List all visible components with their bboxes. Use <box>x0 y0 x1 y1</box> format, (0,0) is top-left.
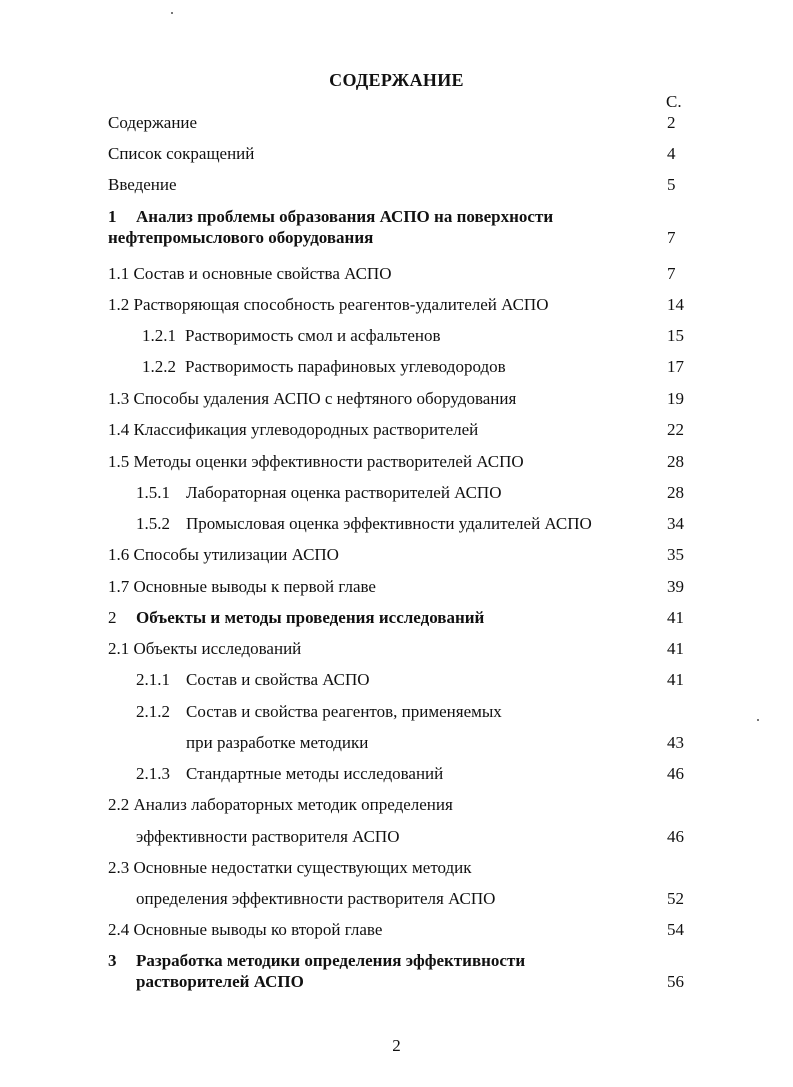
subentry-number: 2.1.2 <box>136 702 170 721</box>
toc-page-number: 56 <box>667 972 684 991</box>
toc-chapter <box>108 608 484 628</box>
toc-page-number: 7 <box>667 228 676 247</box>
toc-page-number: 54 <box>667 920 684 939</box>
toc-subentry <box>142 357 506 377</box>
chapter-title: Объекты и методы проведения исследований <box>136 608 485 627</box>
toc-page-number: 46 <box>667 827 684 846</box>
page-column-header: С. <box>666 92 682 111</box>
chapter-title-line2: нефтепромыслового оборудования <box>108 228 374 247</box>
subentry-number: 1.5.2 <box>136 514 170 533</box>
toc-page-number: 22 <box>667 420 684 439</box>
toc-entry: 2.4 Основные выводы ко второй главе <box>108 920 383 939</box>
toc-page-number: 19 <box>667 389 684 408</box>
toc-chapter <box>108 207 553 227</box>
chapter-number: 1 <box>108 207 117 226</box>
toc-page-number: 28 <box>667 452 684 471</box>
chapter-number: 3 <box>108 951 117 970</box>
subentry-number: 2.1.1 <box>136 670 170 689</box>
toc-chapter <box>108 951 525 971</box>
toc-subentry <box>136 670 370 690</box>
toc-page-number: 52 <box>667 889 684 908</box>
toc-page-number: 35 <box>667 545 684 564</box>
page-footer-number: 2 <box>392 1036 401 1055</box>
subentry-number: 1.5.1 <box>136 483 170 502</box>
subentry-title: Растворимость парафиновых углеводородов <box>185 357 506 376</box>
subentry-number: 2.1.3 <box>136 764 170 783</box>
toc-page-number: 28 <box>667 483 684 502</box>
toc-page-number: 4 <box>667 144 676 163</box>
toc-page-number: 17 <box>667 357 684 376</box>
subentry-title: Лабораторная оценка растворителей АСПО <box>186 483 502 502</box>
subentry-title-line2: при разработке методики <box>186 733 369 752</box>
toc-entry-line2: определения эффективности растворителя АСПО <box>136 889 496 908</box>
toc-entry: Список сокращений <box>108 144 255 163</box>
toc-entry-line2: эффективности растворителя АСПО <box>136 827 400 846</box>
page-title: СОДЕРЖАНИЕ <box>329 70 464 90</box>
toc-entry: 1.6 Способы утилизации АСПО <box>108 545 339 564</box>
subentry-title: Промысловая оценка эффективности удалителей АСПО <box>186 514 592 533</box>
toc-page-number: 46 <box>667 764 684 783</box>
toc-entry: 2.1 Объекты исследований <box>108 639 302 658</box>
subentry-title-line1: Состав и свойства реагентов, применяемых <box>186 702 502 721</box>
toc-entry: 1.4 Классификация углеводородных растворителей <box>108 420 479 439</box>
subentry-title: Состав и свойства АСПО <box>186 670 370 689</box>
toc-entry: 1.3 Способы удаления АСПО с нефтяного оборудования <box>108 389 517 408</box>
chapter-title-line2: растворителей АСПО <box>136 972 304 991</box>
toc-page-number: 5 <box>667 175 676 194</box>
toc-subentry <box>136 514 592 534</box>
toc-page-number: 39 <box>667 577 684 596</box>
toc-page-number: 14 <box>667 295 684 314</box>
toc-entry: 1.2 Растворяющая способность реагентов-удалителей АСПО <box>108 295 549 314</box>
toc-page-number: 2 <box>667 113 676 132</box>
toc-entry-line1: 2.2 Анализ лабораторных методик определения <box>108 795 453 814</box>
toc-page-number: 15 <box>667 326 684 345</box>
toc-entry: Введение <box>108 175 177 194</box>
scan-speck <box>757 719 759 721</box>
toc-subentry <box>136 483 502 503</box>
subentry-number: 1.2.2 <box>142 357 176 376</box>
scan-speck <box>171 12 173 14</box>
chapter-title-line1: Разработка методики определения эффективности <box>136 951 526 970</box>
toc-page-number: 41 <box>667 670 684 689</box>
subentry-number: 1.2.1 <box>142 326 176 345</box>
chapter-number: 2 <box>108 608 117 627</box>
toc-page-number: 34 <box>667 514 684 533</box>
toc-subentry <box>142 326 441 346</box>
toc-entry-line1: 2.3 Основные недостатки существующих методик <box>108 858 472 877</box>
subentry-title: Растворимость смол и асфальтенов <box>185 326 441 345</box>
toc-entry: 1.1 Состав и основные свойства АСПО <box>108 264 392 283</box>
chapter-title-line1: Анализ проблемы образования АСПО на поверхности <box>136 207 554 226</box>
toc-page-number: 7 <box>667 264 676 283</box>
toc-entry: 1.7 Основные выводы к первой главе <box>108 577 376 596</box>
toc-subentry <box>136 702 502 722</box>
toc-page-number: 43 <box>667 733 684 752</box>
toc-page-number: 41 <box>667 608 684 627</box>
toc-entry: Содержание <box>108 113 198 132</box>
toc-subentry <box>136 764 443 784</box>
toc-entry: 1.5 Методы оценки эффективности растворителей АСПО <box>108 452 524 471</box>
subentry-title: Стандартные методы исследований <box>186 764 444 783</box>
toc-page-number: 41 <box>667 639 684 658</box>
